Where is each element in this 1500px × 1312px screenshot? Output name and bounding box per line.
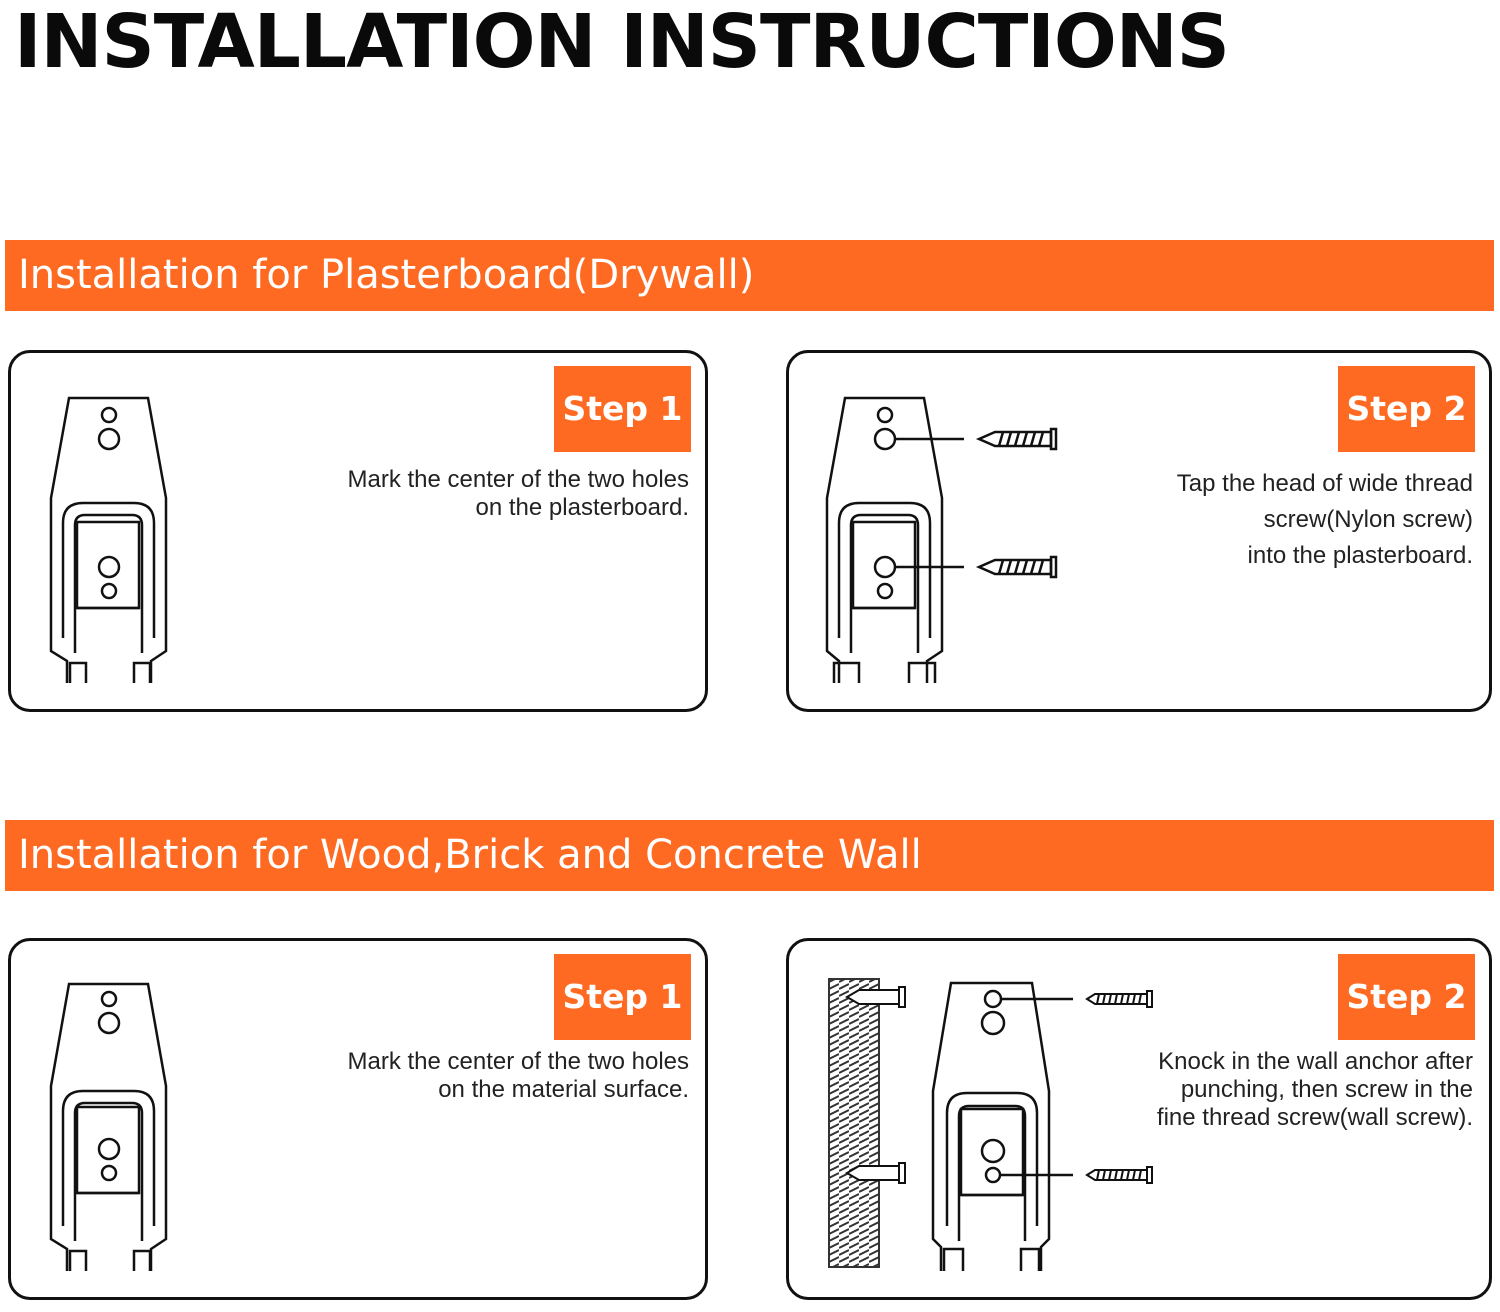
- description-line: on the plasterboard.: [475, 494, 689, 521]
- step-description: [1177, 466, 1473, 574]
- step-badge: Step 1: [554, 366, 691, 452]
- description-line: Tap the head of wide thread: [1176, 470, 1473, 497]
- wall-anchor-illustration: [789, 941, 1169, 1297]
- section-heading: Installation for Wood,Brick and Concrete Wall: [18, 832, 922, 878]
- description-line: Knock in the wall anchor after: [1158, 1048, 1473, 1075]
- hook-bracket-icon: [11, 353, 311, 709]
- step-badge: Step 2: [1338, 954, 1475, 1040]
- hook-bracket-icon: [789, 353, 1089, 709]
- description-line: fine thread screw(wall screw).: [1156, 1104, 1473, 1131]
- description-line: punching, then screw in the: [1180, 1076, 1473, 1103]
- section-heading: Installation for Plasterboard(Drywall): [18, 252, 755, 298]
- step-description: [347, 466, 689, 522]
- hook-bracket-icon: [11, 941, 311, 1297]
- description-line: on the material surface.: [438, 1076, 689, 1103]
- description-line: screw(Nylon screw): [1263, 506, 1473, 533]
- nylon-screw-icon: [979, 429, 1056, 449]
- wall-screw-icon: [1087, 1167, 1152, 1183]
- wall-section-icon: [829, 979, 879, 1267]
- step-card-wall-2: [786, 938, 1492, 1300]
- step-badge: Step 2: [1338, 366, 1475, 452]
- step-badge: Step 1: [554, 954, 691, 1040]
- page-title: INSTALLATION INSTRUCTIONS: [14, 0, 1229, 85]
- section-banner-wood-brick-concrete: [5, 820, 1494, 891]
- step-card-plasterboard-1: [8, 350, 708, 712]
- step-card-plasterboard-2: [786, 350, 1492, 712]
- description-line: Mark the center of the two holes: [347, 1048, 689, 1075]
- nylon-screw-icon: [979, 557, 1056, 577]
- description-line: into the plasterboard.: [1247, 542, 1473, 569]
- step-description: [1157, 1048, 1473, 1132]
- section-banner-plasterboard: [5, 240, 1494, 311]
- wall-screw-icon: [1087, 991, 1152, 1007]
- step-card-wall-1: [8, 938, 708, 1300]
- description-line: Mark the center of the two holes: [347, 466, 689, 493]
- hook-bracket-icon: [933, 983, 1073, 1271]
- step-description: [347, 1048, 689, 1104]
